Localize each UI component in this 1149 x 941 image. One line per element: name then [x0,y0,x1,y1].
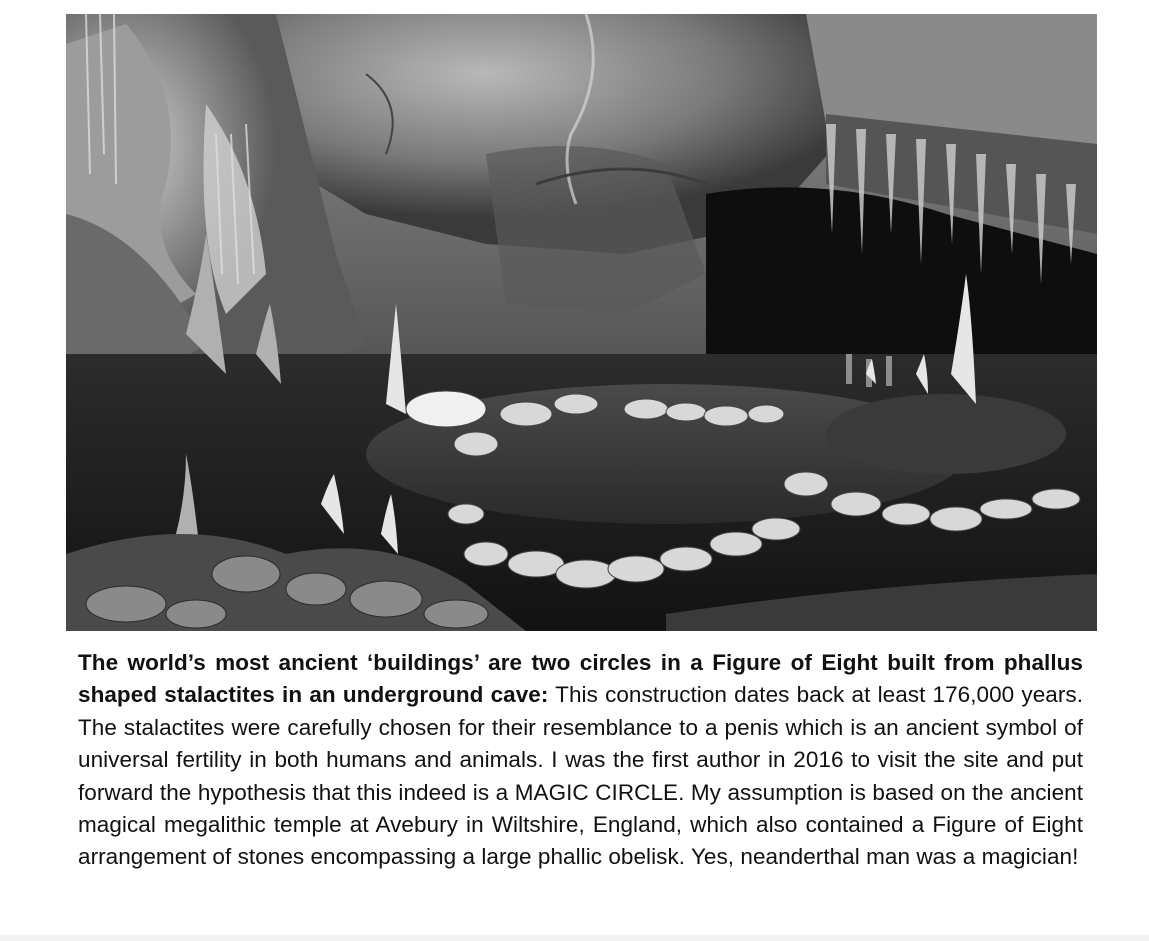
figure-caption [78,647,1083,874]
cave-photograph-drawing [66,14,1097,631]
caption-body: This construction dates back at least 176,000 years. The stalactites were carefully chosen for their resemblance to a penis which is an ancient symbol of universal fertility in both humans and animals. I was the first author in 2016 to visit the site and put forward the hypothesis that this indeed is a MAGIC CIRCLE. My assumption is based on the ancient magical megalithic temple at Avebury in Wiltshire, England, which also contained a Figure of Eight arrangement of stones encompassing a large phallic obelisk. Yes, neanderthal man was a magician! [78,682,1083,870]
page-bottom-strip [0,935,1149,941]
cave-photograph [66,14,1097,631]
caption-lead: The world’s most ancient ‘buildings’ are two circles in a Figure of Eight built from phallus shaped stalactites in an underground cave: [78,650,1083,708]
